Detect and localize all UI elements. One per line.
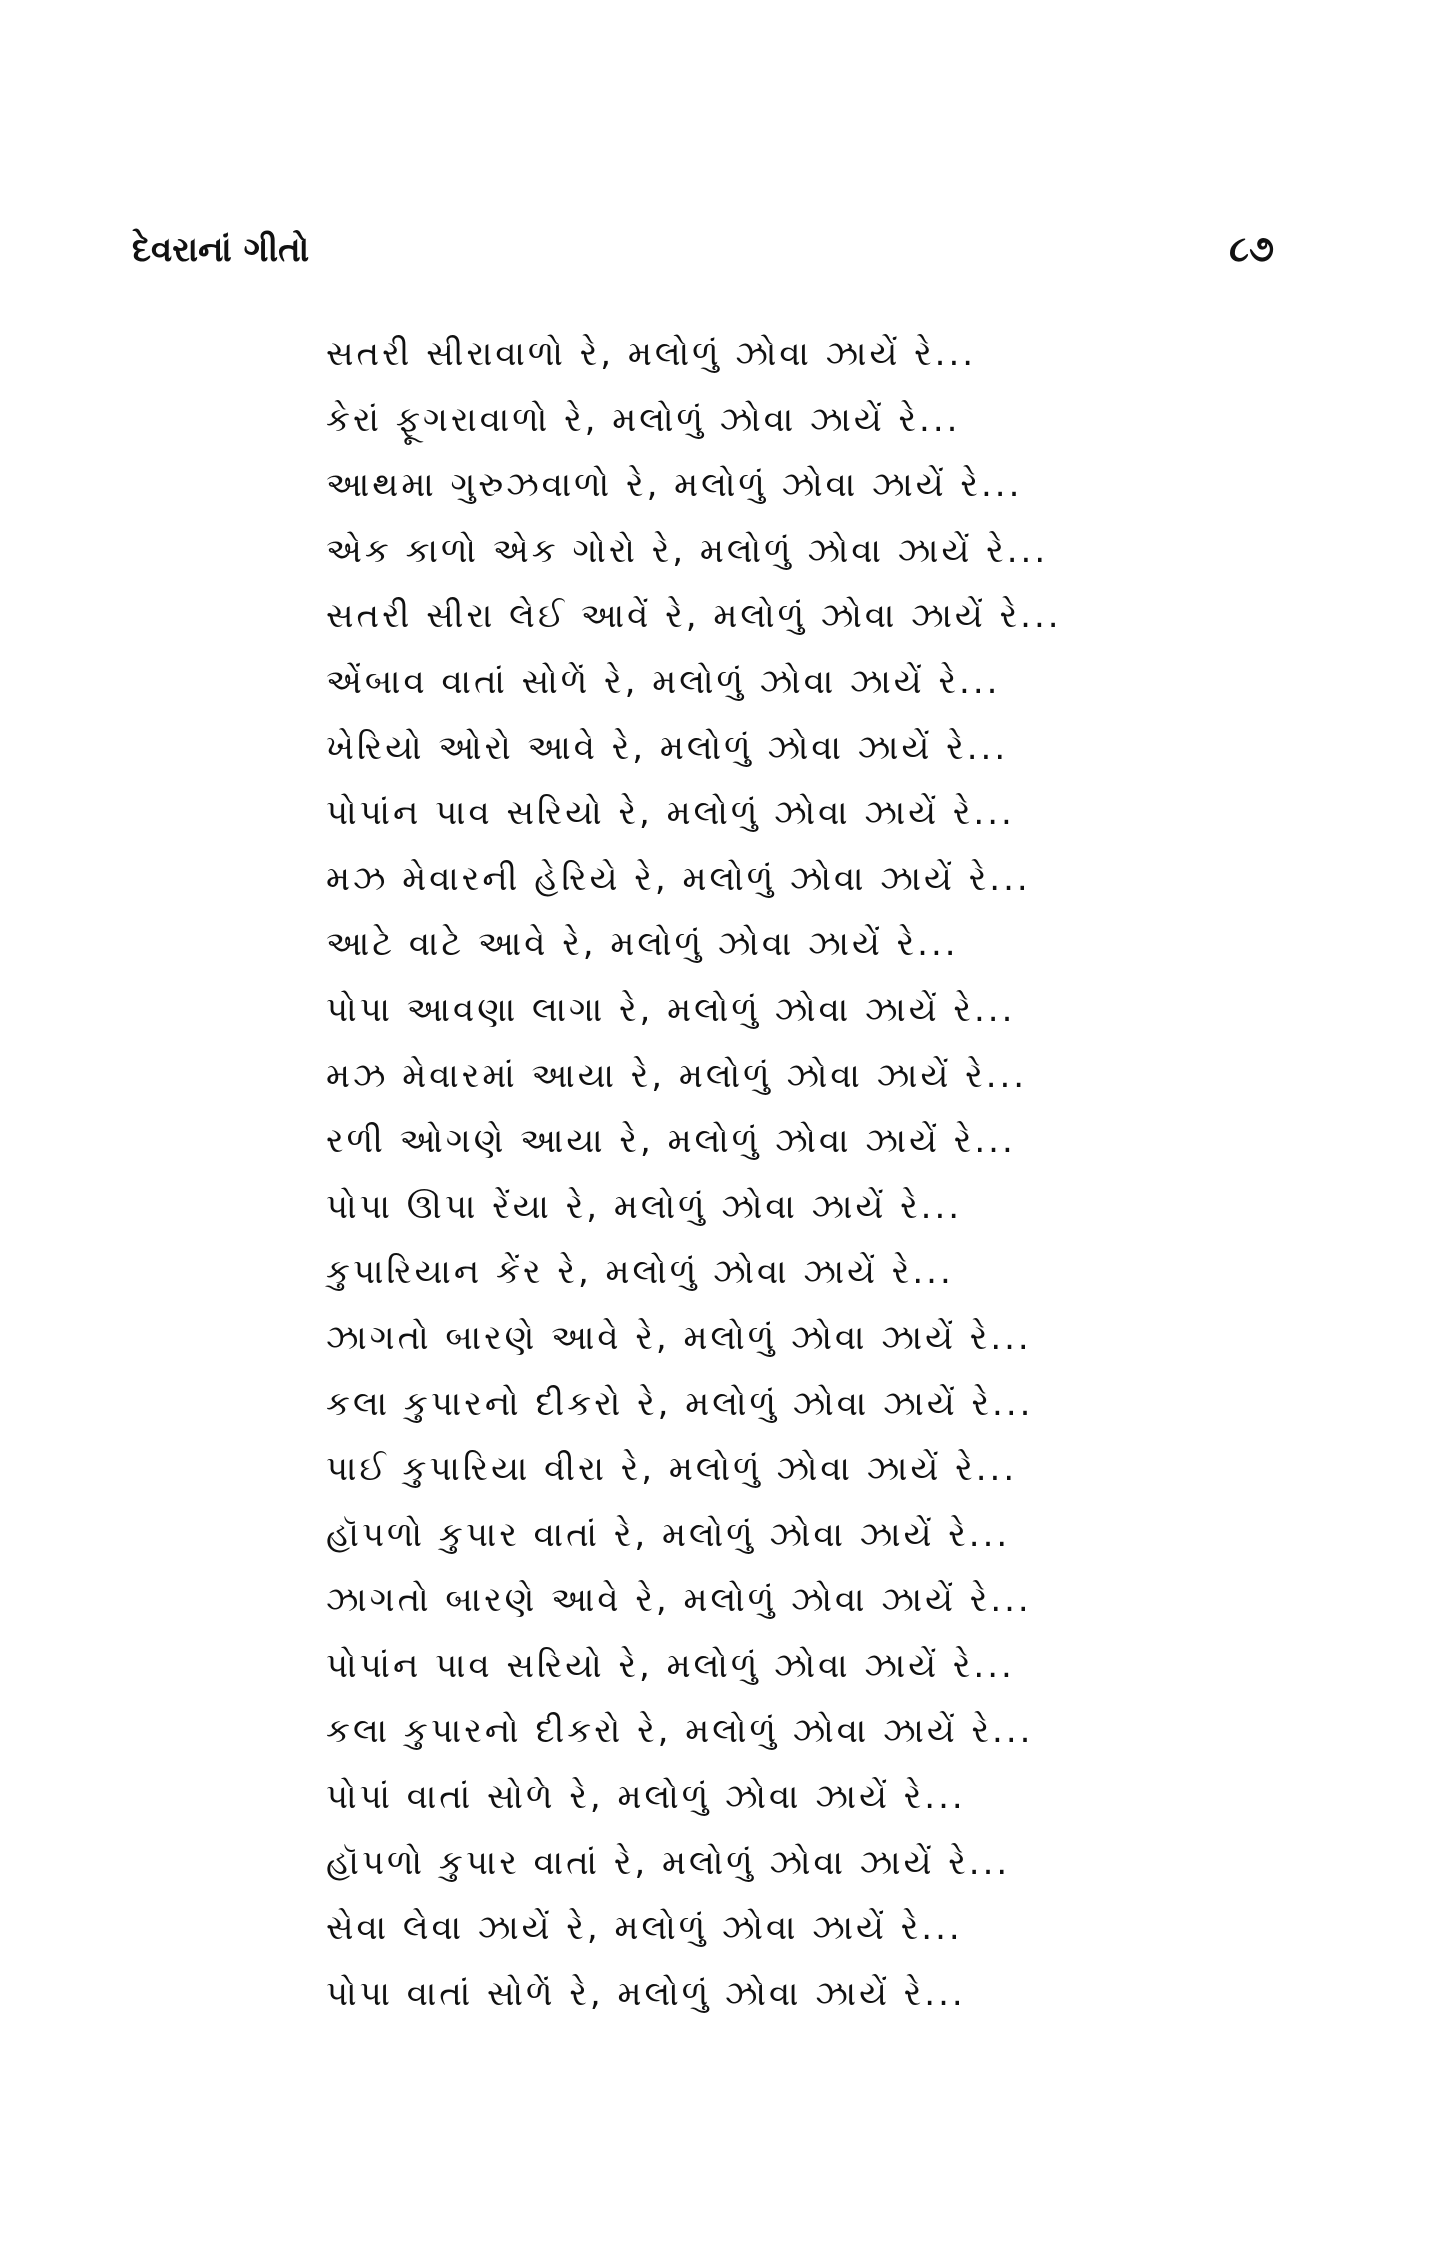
verse-line: ઝાગતો બારણે આવે રે, મલોળું ઝોવા ઝાયેં રે... xyxy=(326,1580,1032,1621)
verse-line: એક કાળો એક ગોરો રે, મલોળું ઝોવા ઝાયેં રે... xyxy=(326,530,1049,571)
verse-line: પોપાં વાતાં સોળે રે, મલોળું ઝોવા ઝાયેં રે... xyxy=(326,1777,966,1818)
verse-line: પોપા વાતાં સોળેં રે, મલોળું ઝોવા ઝાયેં રે... xyxy=(326,1973,966,2014)
page-header xyxy=(132,228,1274,272)
page-number: ૮૭ xyxy=(1229,229,1274,270)
verse-line: કલા કુપારનો દીકરો રે, મલોળું ઝોવા ઝાયેં રે... xyxy=(326,1383,1034,1424)
verse-line: પોપા આવણા લાગા રે, મલોળું ઝોવા ઝાયેં રે... xyxy=(326,989,1016,1030)
verse-line: પોપાંન પાવ સરિયો રે, મલોળું ઝોવા ઝાયેં રે... xyxy=(326,1645,1015,1686)
verse-line: સેવા લેવા ઝાયેં રે, મલોળું ઝોવા ઝાયેં રે... xyxy=(326,1908,963,1949)
verse-line: મઝ મેવારમાં આયા રે, મલોળું ઝોવા ઝાયેં રે... xyxy=(326,1055,1028,1096)
verse-line: સતરી સીરાવાળો રે, મલોળું ઝોવા ઝાયેં રે... xyxy=(326,334,977,374)
verse-line: આટે વાટે આવે રે, મલોળું ઝોવા ઝાયેં રે... xyxy=(326,924,959,965)
verse-line: પોપાંન પાવ સરિયો રે, મલોળું ઝોવા ઝાયેં રે... xyxy=(326,793,1015,834)
verse-line: ઝાગતો બારણે આવે રે, મલોળું ઝોવા ઝાયેં રે... xyxy=(326,1317,1032,1358)
verse-line: એંબાવ વાતાં સોળેં રે, મલોળું ઝોવા ઝાયેં રે... xyxy=(326,661,1001,702)
verse-line: કેરાં ફૂગરાવાળો રે, મલોળું ઝોવા ઝાયેં રે... xyxy=(326,399,961,440)
verse-line: કુપારિયાન કેંર રે, મલોળું ઝોવા ઝાયેં રે... xyxy=(326,1252,954,1293)
verse-line: પાઈ કુપારિયા વીરા રે, મલોળું ઝોવા ઝાયેં રે... xyxy=(326,1449,1018,1490)
song-verse xyxy=(326,322,1086,2027)
verse-line: કલા કુપારનો દીકરો રે, મલોળું ઝોવા ઝાયેં રે... xyxy=(326,1711,1034,1752)
verse-line: આથમા ગુરુઝવાળો રે, મલોળું ઝોવા ઝાયેં રે... xyxy=(326,465,1023,506)
verse-line: રળી ઓગણે આયા રે, મલોળું ઝોવા ઝાયેં રે... xyxy=(326,1121,1016,1162)
verse-line: સતરી સીરા લેઈ આવેં રે, મલોળું ઝોવા ઝાયેં રે... xyxy=(326,596,1062,637)
running-title: દેવરાનાં ગીતો xyxy=(132,230,310,270)
verse-line: હૉપળો કુપાર વાતાં રે, મલોળું ઝોવા ઝાયેં રે... xyxy=(326,1514,1011,1555)
verse-line: હૉપળો કુપાર વાતાં રે, મલોળું ઝોવા ઝાયેં રે... xyxy=(326,1842,1011,1883)
verse-line: ખેરિયો ઓરો આવે રે, મલોળું ઝોવા ઝાયેં રે... xyxy=(326,727,1009,768)
verse-line: પોપા ઊપા રેંયા રે, મલોળું ઝોવા ઝાયેં રે... xyxy=(326,1186,963,1227)
verse-line: મઝ મેવારની હેરિયે રે, મલોળું ઝોવા ઝાયેં રે... xyxy=(326,858,1031,899)
